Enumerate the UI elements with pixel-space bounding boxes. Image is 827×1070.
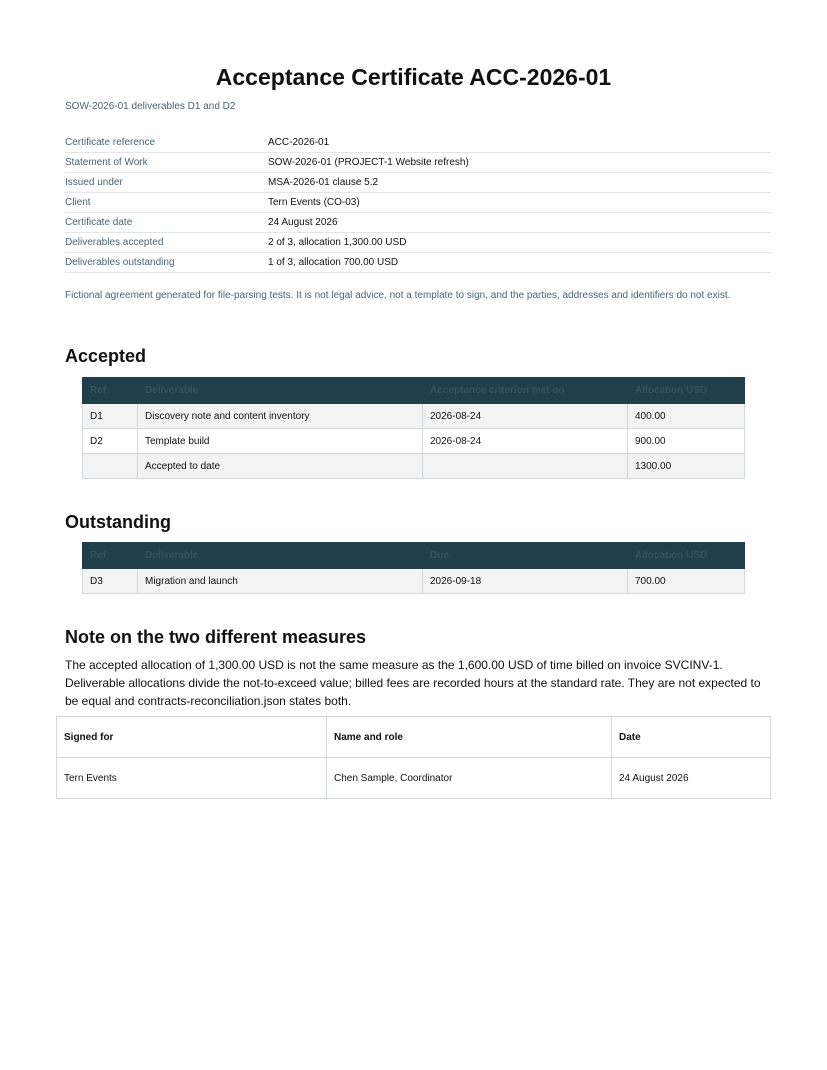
column-header: Signed for [57,717,327,758]
table-cell [423,454,628,479]
detail-row [65,253,771,273]
detail-key: Certificate reference [65,133,268,153]
disclaimer-text: Fictional agreement generated for file-parsing tests. It is not legal advice, not a template to sign, and the parties, addresses and identifiers do not exist. [65,290,731,301]
outstanding-heading: Outstanding [65,512,171,532]
date-cell: 24 August 2026 [612,758,771,799]
detail-value: 2 of 3, allocation 1,300.00 USD [268,233,771,253]
column-header: Ref [83,543,138,569]
table-cell: D3 [83,569,138,594]
note-text: The accepted allocation of 1,300.00 USD is not the same measure as the 1,600.00 USD of time billed on invoice SVCINV-1. Deliverable allocations divide the not-to-exceed value; billed fees are recorded hours at the standard rate. They are not expected to be equal and contracts-reconciliation.json states both. [65,658,761,708]
detail-row [65,133,771,153]
table-cell: 2026-08-24 [423,404,628,429]
detail-row [65,173,771,193]
detail-value: Tern Events (CO-03) [268,193,771,213]
table-header-row [83,543,745,569]
table-cell: Migration and launch [138,569,423,594]
table-cell: 2026-09-18 [423,569,628,594]
document-subtitle: SOW-2026-01 deliverables D1 and D2 [65,101,236,112]
table-cell: 2026-08-24 [423,429,628,454]
column-header: Date [612,717,771,758]
detail-value: SOW-2026-01 (PROJECT-1 Website refresh) [268,153,771,173]
detail-row [65,153,771,173]
column-header: Allocation USD [628,378,745,404]
detail-row [65,193,771,213]
document-title: Acceptance Certificate ACC-2026-01 [215,64,612,90]
table-cell: Accepted to date [138,454,423,479]
table-header-row [57,717,771,758]
column-header: Due [423,543,628,569]
table-cell: Discovery note and content inventory [138,404,423,429]
detail-value: MSA-2026-01 clause 5.2 [268,173,771,193]
name-role-cell: Chen Sample, Coordinator [327,758,612,799]
outstanding-table [82,542,745,594]
detail-key: Deliverables outstanding [65,253,268,273]
signed-for-cell: Tern Events [57,758,327,799]
table-cell: D1 [83,404,138,429]
accepted-table [82,377,745,479]
signature-table [56,716,771,799]
detail-value: ACC-2026-01 [268,133,771,153]
column-header: Deliverable [138,543,423,569]
table-row [83,429,745,454]
table-cell [83,454,138,479]
accepted-heading: Accepted [65,346,147,366]
detail-key: Issued under [65,173,268,193]
column-header: Deliverable [138,378,423,404]
table-row [83,569,745,594]
column-header: Name and role [327,717,612,758]
detail-value: 1 of 3, allocation 700.00 USD [268,253,771,273]
column-header: Allocation USD [628,543,745,569]
column-header: Acceptance criterion met on [423,378,628,404]
detail-row [65,233,771,253]
column-header: Ref [83,378,138,404]
table-cell: 700.00 [628,569,745,594]
table-cell: Template build [138,429,423,454]
table-cell: 1300.00 [628,454,745,479]
certificate-details-table [65,133,771,273]
table-cell: 400.00 [628,404,745,429]
detail-value: 24 August 2026 [268,213,771,233]
detail-key: Deliverables accepted [65,233,268,253]
note-heading: Note on the two different measures [65,627,367,647]
table-total-row [83,454,745,479]
detail-key: Certificate date [65,213,268,233]
table-cell: 900.00 [628,429,745,454]
detail-key: Client [65,193,268,213]
table-header-row [83,378,745,404]
detail-key: Statement of Work [65,153,268,173]
detail-row [65,213,771,233]
table-cell: D2 [83,429,138,454]
table-row [57,758,771,799]
table-row [83,404,745,429]
